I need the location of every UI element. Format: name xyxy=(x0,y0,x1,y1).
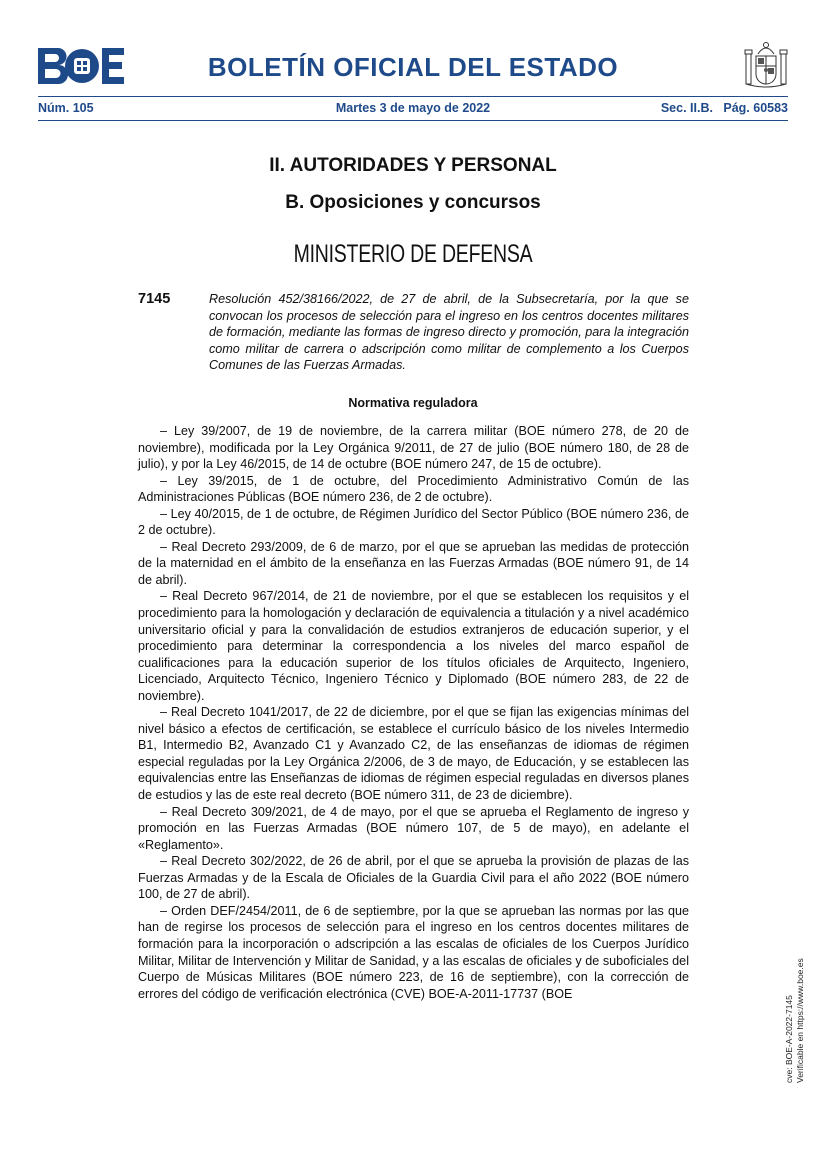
normativa-paragraph: – Real Decreto 1041/2017, de 22 de diciembre, por el que se fijan las exigencias mínimas del nivel básico a efectos de certificación, se establece el currículo básico de los niveles Intermedio B1, Intermedio B2, Avanzado C1 y Avanzado C2, de las enseñanzas de idiomas de régimen especial reguladas por la Ley Orgánica 2/2006, de 3 de mayo, de Educación, y se establecen las equivalencias entre las Enseñanzas de idiomas de régimen especial reguladas en diversos planes de estudios y las de este real decreto (BOE número 311, de 23 de diciembre). xyxy=(138,705,689,803)
normativa-paragraph: – Ley 39/2015, de 1 de octubre, del Procedimiento Administrativo Común de las Administraciones Públicas (BOE número 236, de 2 de octubre). xyxy=(138,473,689,505)
section-heading: II. AUTORIDADES Y PERSONAL xyxy=(269,155,557,176)
header-rule-bottom xyxy=(38,120,788,121)
verification-link[interactable]: Verificable en https://www.boe.es xyxy=(795,958,805,1083)
normativa-paragraph: – Real Decreto 302/2022, de 26 de abril, por el que se aprueba la provisión de plazas de las Fuerzas Armadas y de la Escala de Oficiales de la Guardia Civil para el año 2022 (BOE número 100, de 27 de abril). xyxy=(138,854,689,902)
normativa-heading: Normativa reguladora xyxy=(348,396,478,410)
header-rule-top xyxy=(38,96,788,97)
subsection-heading: B. Oposiciones y concursos xyxy=(285,192,541,213)
entry-summary: Resolución 452/38166/2022, de 27 de abril, de la Subsecretaría, por la que se convocan los procesos de selección para el ingreso en los centros docentes militares de formación, mediante las formas de ingreso directo y promoción, para la integración como militar de carrera o adscripción como militar de complemento a los Cuerpos Comunes de las Fuerzas Armadas. xyxy=(209,292,689,373)
normativa-list xyxy=(138,423,689,1002)
normativa-paragraph: – Real Decreto 967/2014, de 21 de noviembre, por el que se establecen los requisitos y el procedimiento para la homologación y declaración de equivalencia a titulación y a nivel académico universitario oficial y para la convalidación de estudios extranjeros de educación superior, y el procedimiento para determinar la correspondencia a los niveles del marco español de cualificaciones para la educación superior de los títulos oficiales de Arquitecto, Ingeniero, Licenciado, Arquitecto Técnico, Ingeniero Técnico y Diplomado (BOE número 283, de 22 de noviembre). xyxy=(138,589,689,703)
normativa-paragraph: – Real Decreto 293/2009, de 6 de marzo, por el que se aprueban las medidas de protección de la maternidad en el ámbito de la enseñanza en las Fuerzas Armadas (BOE número 91, de 14 de abril). xyxy=(138,539,689,587)
normativa-paragraph: – Ley 39/2007, de 19 de noviembre, de la carrera militar (BOE número 278, de 20 de noviembre), modificada por la Ley Orgánica 9/2011, de 27 de julio (BOE número 180, de 28 de julio), y por la Ley 46/2015, de 14 de octubre (BOE número 247, de 15 de octubre). xyxy=(138,424,689,472)
normativa-paragraph: – Orden DEF/2454/2011, de 6 de septiembre, por la que se aprueban las normas por las que han de regirse los procesos de selección para el ingreso en los centros docentes militares de formación para la incorporación o adscripción a las escalas de oficiales de los Cuerpos Jurídico Militar, Militar de Intervención y Militar de Sanidad, y a las escalas de oficiales y de suboficiales del Cuerpo de Músicas Militares (BOE número 223, de 16 de septiembre), con la corrección de errores del código de verificación electrónica (CVE) BOE-A-2011-17737 (BOE xyxy=(138,903,689,1001)
normativa-paragraph: – Real Decreto 309/2021, de 4 de mayo, por el que se aprueba el Reglamento de ingreso y promoción en las Fuerzas Armadas (BOE número 107, de 5 de mayo), en adelante el «Reglamento». xyxy=(138,804,689,852)
cve-code: cve: BOE-A-2022-7145 xyxy=(784,995,794,1083)
verification-sidebar xyxy=(784,933,806,1083)
section-page: Sec. II.B. Pág. 60583 xyxy=(660,101,788,115)
normativa-paragraph: – Ley 40/2015, de 1 de octubre, de Régimen Jurídico del Sector Público (BOE número 236, de 2 de octubre). xyxy=(138,506,689,538)
issue-date: Martes 3 de mayo de 2022 xyxy=(335,101,491,115)
bulletin-title: BOLETÍN OFICIAL DEL ESTADO xyxy=(207,52,619,82)
ministry-heading: MINISTERIO DE DEFENSA xyxy=(293,240,533,268)
entry-number: 7145 xyxy=(138,291,171,307)
boe-logo-icon xyxy=(38,48,124,84)
issue-number: Núm. 105 xyxy=(38,101,94,115)
spanish-coat-of-arms-icon xyxy=(744,40,788,90)
